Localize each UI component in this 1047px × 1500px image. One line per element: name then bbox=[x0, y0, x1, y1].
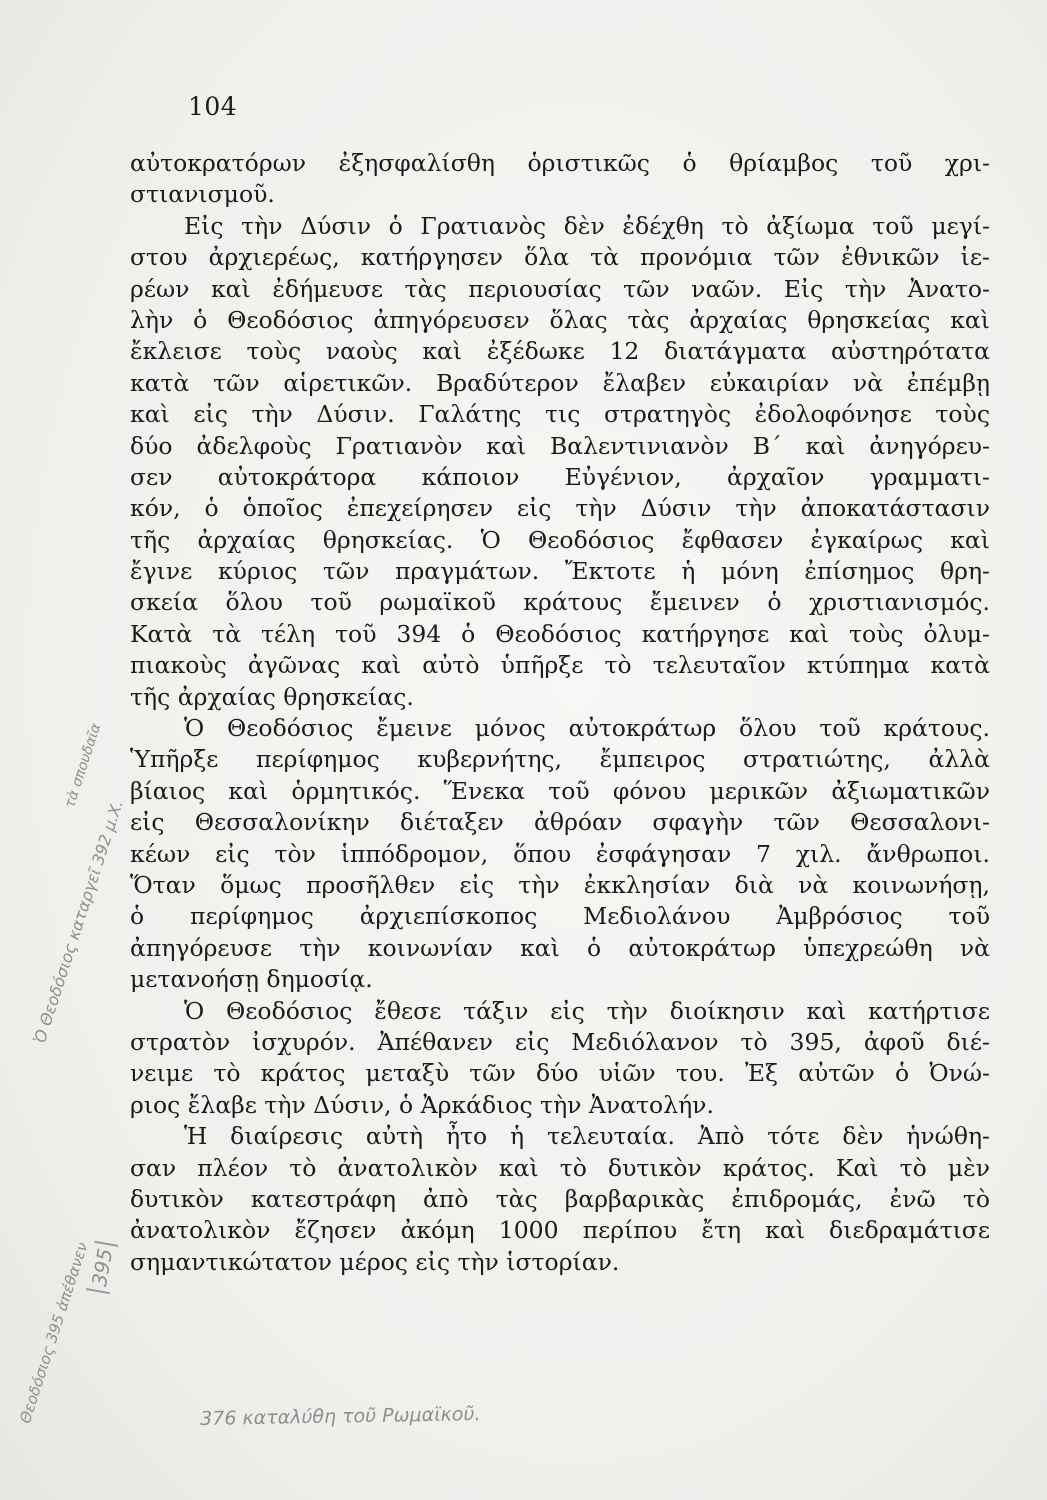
page-number: 104 bbox=[188, 92, 238, 121]
text-line: στου ἀρχιερέως, κατήργησεν ὅλα τὰ προνόμια τῶν ἐθνικῶν ἱε- bbox=[130, 243, 990, 272]
text-line: στιανισμοῦ. bbox=[130, 180, 275, 209]
text-line: ρέων καὶ ἐδήμευσε τὰς περιουσίας τῶν ναῶν. Εἰς τὴν Ἀνατο- bbox=[130, 274, 990, 303]
text-line: κατὰ τῶν αἱρετικῶν. Βραδύτερον ἔλαβεν εὐκαιρίαν νὰ ἐπέμβῃ bbox=[130, 368, 990, 397]
text-line: ὁ περίφημος ἀρχιεπίσκοπος Μεδιολάνου Ἀμβρόσιος τοῦ bbox=[130, 902, 990, 931]
body-text bbox=[130, 148, 990, 1278]
text-line: Εἰς τὴν Δύσιν ὁ Γρατιανὸς δὲν ἐδέχθη τὸ ἀξίωμα τοῦ μεγί- bbox=[184, 211, 990, 240]
handwritten-note-margin: Θεοδόσιος 395 ἀπέθανεν bbox=[16, 1240, 92, 1426]
text-line: τῆς ἀρχαίας θρησκείας. bbox=[130, 682, 414, 711]
text-line: δύο ἀδελφοὺς Γρατιανὸν καὶ Βαλεντινιανὸν Β΄ καὶ ἀνηγόρευ- bbox=[130, 431, 990, 460]
text-line: ἔκλεισε τοὺς ναοὺς καὶ ἐξέδωκε 12 διατάγματα αὐστηρότατα bbox=[130, 337, 990, 366]
text-line: νειμε τὸ κράτος μεταξὺ τῶν δύο υἱῶν του. Ἐξ αὐτῶν ὁ Ὀνώ- bbox=[130, 1059, 990, 1088]
text-line: σκεία ὅλου τοῦ ρωμαϊκοῦ κράτους ἔμεινεν ὁ χριστιανισμός. bbox=[130, 588, 990, 617]
text-line: στρατὸν ἰσχυρόν. Ἀπέθανεν εἰς Μεδιόλανον τὸ 395, ἀφοῦ διέ- bbox=[130, 1027, 990, 1056]
text-line: τῆς ἀρχαίας θρησκείας. Ὁ Θεοδόσιος ἔφθασεν ἐγκαίρως καὶ bbox=[130, 525, 990, 554]
text-line: Ὅταν ὅμως προσῆλθεν εἰς τὴν ἐκκλησίαν διὰ νὰ κοινωνήσῃ, bbox=[130, 870, 990, 899]
text-line: ἀνατολικὸν ἔζησεν ἀκόμη 1000 περίπου ἔτη καὶ διεδραμάτισε bbox=[130, 1216, 990, 1245]
text-line: καὶ εἰς τὴν Δύσιν. Γαλάτης τις στρατηγὸς ἐδολοφόνησε τοὺς bbox=[130, 400, 990, 429]
text-line: εἰς Θεσσαλονίκην διέταξεν ἀθρόαν σφαγὴν τῶν Θεσσαλονι- bbox=[130, 808, 990, 837]
text-line: Ὑπῆρξε περίφημος κυβερνήτης, ἔμπειρος στρατιώτης, ἀλλὰ bbox=[130, 745, 990, 774]
text-line: ἔγινε κύριος τῶν πραγμάτων. Ἔκτοτε ἡ μόνη ἐπίσημος θρη- bbox=[130, 557, 990, 586]
text-line: ριος ἔλαβε τὴν Δύσιν, ὁ Ἀρκάδιος τὴν Ἀνατολήν. bbox=[130, 1090, 714, 1119]
text-line: Ὁ Θεοδόσιος ἔθεσε τάξιν εἰς τὴν διοίκησιν καὶ κατήρτισε bbox=[184, 996, 990, 1025]
text-line: μετανοήσῃ δημοσίᾳ. bbox=[130, 965, 373, 994]
handwritten-note-bottom: 376 καταλύθη τοῦ Ρωμαϊκοῦ. bbox=[200, 1403, 481, 1430]
text-line: κόν, ὁ ὁποῖος ἐπεχείρησεν εἰς τὴν Δύσιν τὴν ἀποκατάστασιν bbox=[130, 494, 990, 523]
text-line: πιακοὺς ἀγῶνας καὶ αὐτὸ ὑπῆρξε τὸ τελευταῖον κτύπημα κατὰ bbox=[130, 651, 990, 680]
handwritten-note-margin: τὰ σπουδαῖα bbox=[62, 721, 105, 810]
text-line: σαν πλέον τὸ ἀνατολικὸν καὶ τὸ δυτικὸν κράτος. Καὶ τὸ μὲν bbox=[130, 1153, 990, 1182]
text-line: λὴν ὁ Θεοδόσιος ἀπηγόρευσεν ὅλας τὰς ἀρχαίας θρησκείας καὶ bbox=[130, 305, 990, 334]
text-line: Ἡ διαίρεσις αὐτὴ ἦτο ἡ τελευταία. Ἀπὸ τότε δὲν ἡνώθη- bbox=[184, 1122, 990, 1151]
handwritten-note-margin: Ὁ Θεοδόσιος καταργεῖ 392 μ.Χ. bbox=[30, 797, 127, 1046]
text-line: αὐτοκρατόρων ἐξησφαλίσθη ὁριστικῶς ὁ θρίαμβος τοῦ χρι- bbox=[130, 149, 990, 177]
text-line: δυτικὸν κατεστράφη ἀπὸ τὰς βαρβαρικὰς ἐπιδρομάς, ἐνῶ τὸ bbox=[130, 1184, 990, 1213]
text-line: ἀπηγόρευσε τὴν κοινωνίαν καὶ ὁ αὐτοκράτωρ ὑπεχρεώθη νὰ bbox=[130, 933, 990, 962]
text-line: σεν αὐτοκράτορα κάποιον Εὐγένιον, ἀρχαῖον γραμματι- bbox=[130, 462, 990, 491]
text-line: Κατὰ τὰ τέλη τοῦ 394 ὁ Θεοδόσιος κατήργησε καὶ τοὺς ὀλυμ- bbox=[130, 619, 990, 648]
text-line: Ὁ Θεοδόσιος ἔμεινε μόνος αὐτοκράτωρ ὅλου τοῦ κράτους. bbox=[184, 714, 990, 743]
handwritten-note-margin-boxed: 395 bbox=[86, 1241, 118, 1295]
text-line: βίαιος καὶ ὁρμητικός. Ἕνεκα τοῦ φόνου μερικῶν ἀξιωματικῶν bbox=[130, 776, 990, 805]
text-line: σημαντικώτατον μέρος εἰς τὴν ἱστορίαν. bbox=[130, 1247, 620, 1276]
text-line: κέων εἰς τὸν ἱππόδρομον, ὅπου ἐσφάγησαν 7 χιλ. ἄνθρωποι. bbox=[130, 839, 990, 868]
